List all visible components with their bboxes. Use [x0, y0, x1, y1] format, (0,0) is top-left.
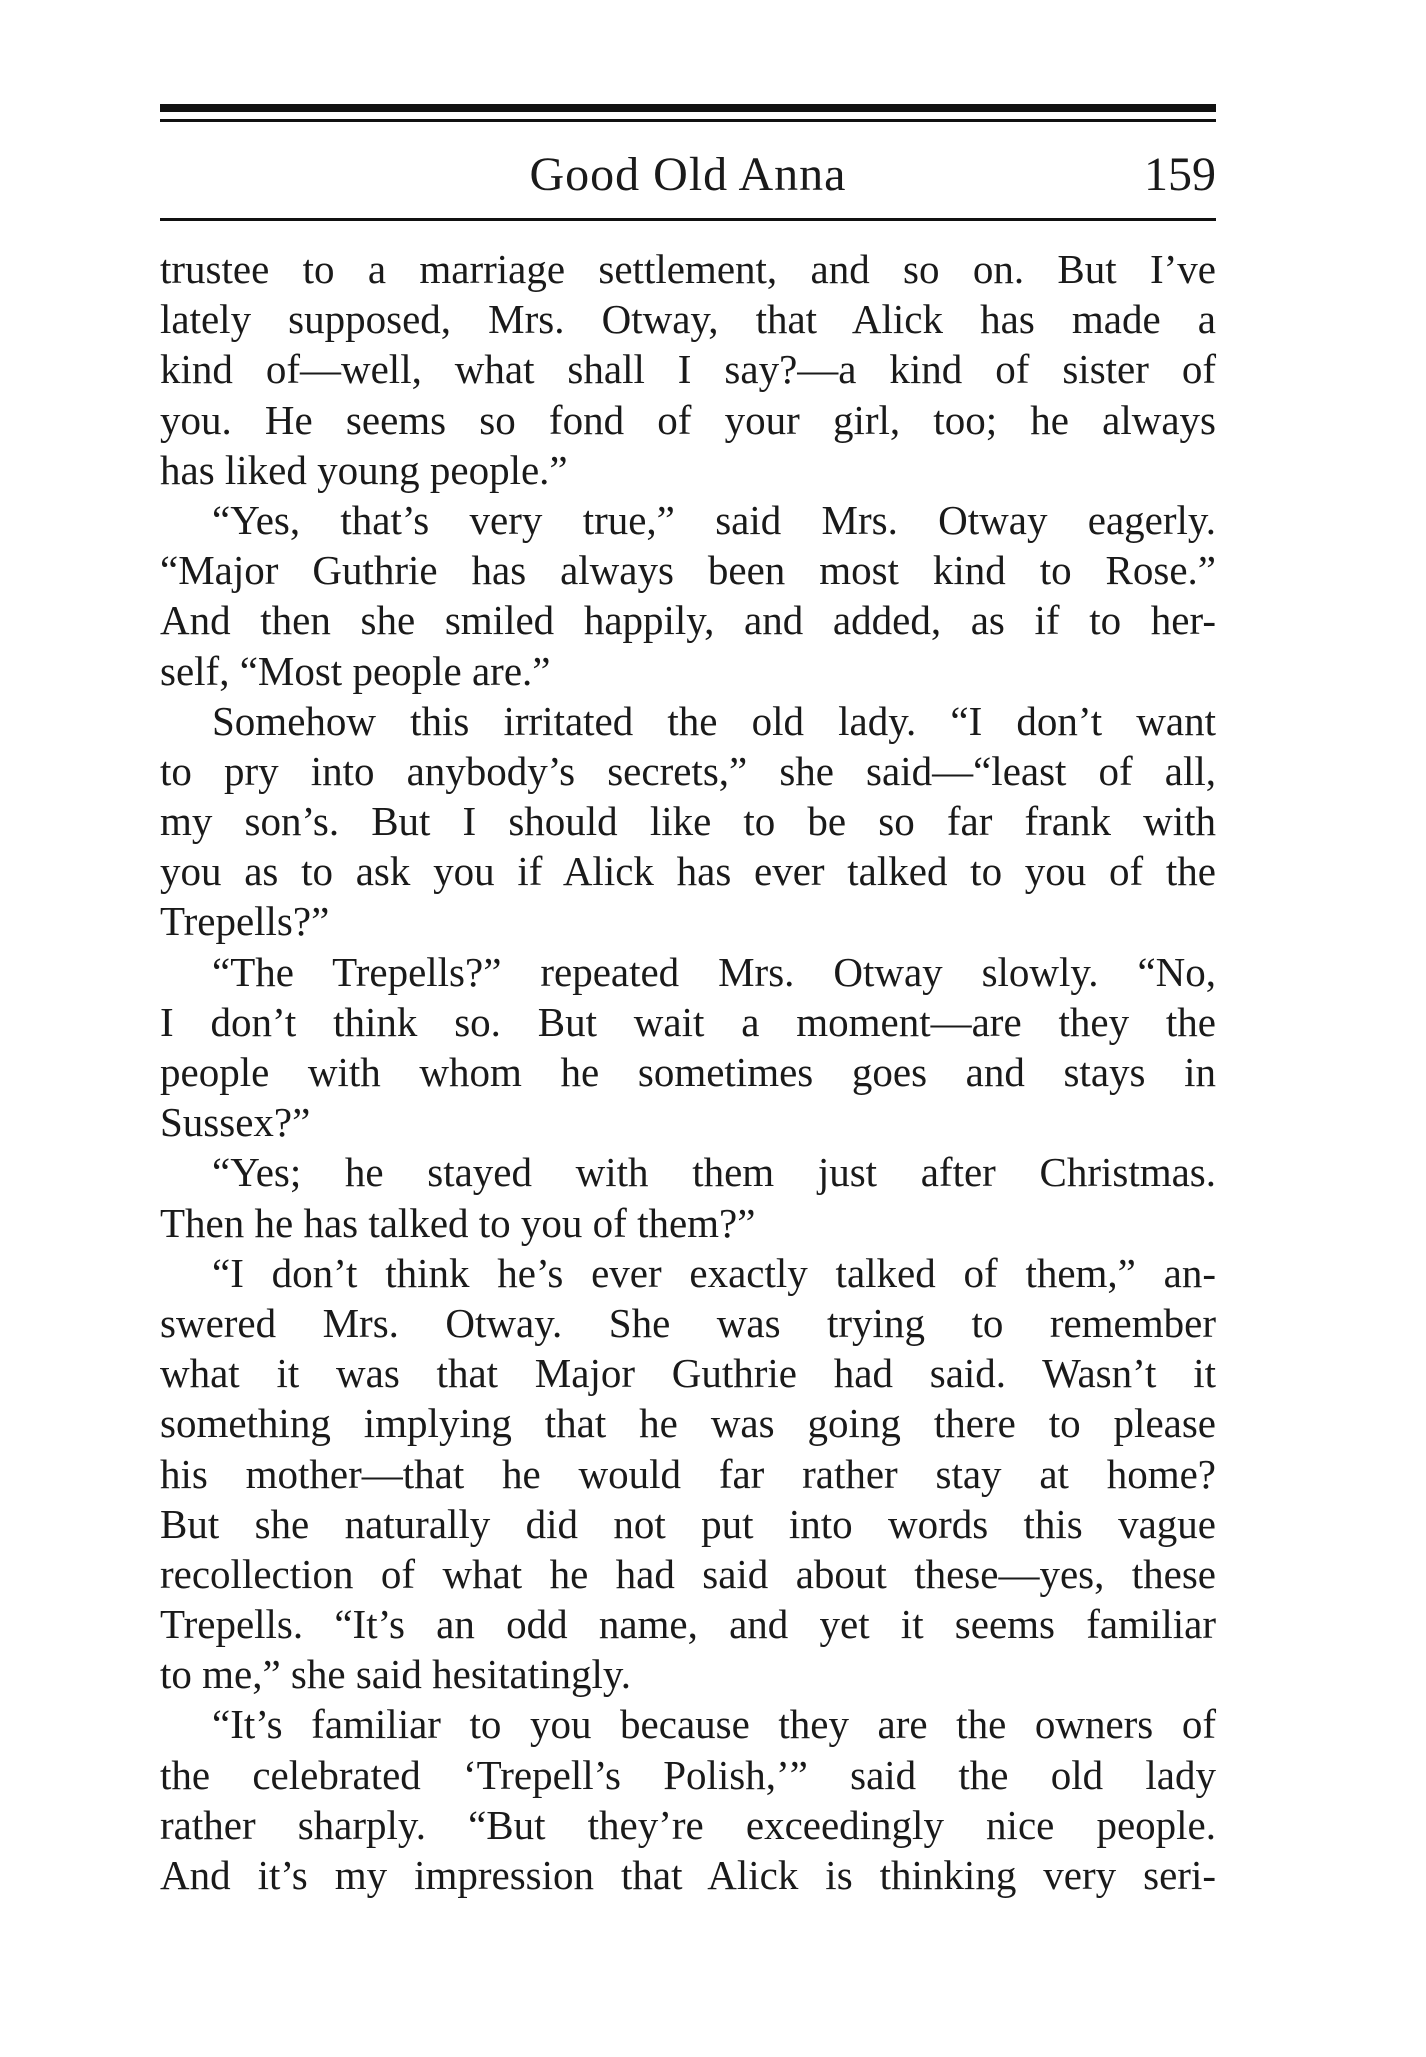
text-line: recollection of what he had said about these—yes, these — [160, 1550, 1216, 1597]
body-text — [160, 244, 1216, 1900]
text-line: Sussex?” — [160, 1099, 311, 1146]
text-line: “I don’t think he’s ever exactly talked of them,” an- — [212, 1249, 1216, 1296]
text-line: the celebrated ‘Trepell’s Polish,’” said the old lady — [160, 1751, 1216, 1798]
header-rule-thick — [160, 104, 1216, 112]
text-line: trustee to a marriage settlement, and so on. But I’ve — [160, 246, 1216, 292]
text-line: “Yes, that’s very true,” said Mrs. Otway eagerly. — [212, 496, 1216, 543]
text-line: swered Mrs. Otway. She was trying to remember — [160, 1299, 1216, 1346]
page-number: 159 — [1144, 148, 1216, 201]
text-line: And it’s my impression that Alick is thinking very seri- — [160, 1852, 1216, 1898]
text-line: has liked young people.” — [160, 446, 568, 493]
text-line: to pry into anybody’s secrets,” she said—“least of all, — [160, 747, 1216, 794]
text-line: self, “Most people are.” — [160, 647, 551, 694]
text-line: Trepells. “It’s an odd name, and yet it seems familiar — [160, 1601, 1216, 1648]
running-head — [160, 140, 1216, 210]
text-line: lately supposed, Mrs. Otway, that Alick has made a — [160, 296, 1216, 343]
text-line: “Major Guthrie has always been most kind to Rose.” — [160, 547, 1216, 594]
running-title: Good Old Anna — [529, 148, 847, 201]
text-line: something implying that he was going there to please — [160, 1400, 1216, 1447]
text-line: his mother—that he would far rather stay at home? — [160, 1450, 1216, 1497]
header-underline-rule — [160, 218, 1216, 221]
text-line: And then she smiled happily, and added, as if to her- — [160, 597, 1216, 644]
header-rule-thin — [160, 119, 1216, 122]
text-line: what it was that Major Guthrie had said. Wasn’t it — [160, 1350, 1216, 1397]
text-line: rather sharply. “But they’re exceedingly nice people. — [160, 1801, 1216, 1848]
text-line: kind of—well, what shall I say?—a kind of sister of — [160, 346, 1216, 393]
text-line: my son’s. But I should like to be so far frank with — [160, 798, 1216, 845]
text-line: you as to ask you if Alick has ever talked to you of the — [160, 848, 1216, 895]
text-line: people with whom he sometimes goes and stays in — [160, 1049, 1216, 1095]
text-line: to me,” she said hesitatingly. — [160, 1651, 632, 1698]
text-line: Somehow this irritated the old lady. “I don’t want — [212, 697, 1216, 744]
text-line: “The Trepells?” repeated Mrs. Otway slowly. “No, — [212, 948, 1216, 995]
text-line: Trepells?” — [160, 898, 330, 945]
text-line: Then he has talked to you of them?” — [160, 1199, 756, 1246]
text-line: “Yes; he stayed with them just after Christmas. — [212, 1149, 1216, 1196]
text-line: you. He seems so fond of your girl, too; he always — [160, 396, 1216, 443]
text-line: I don’t think so. But wait a moment—are they the — [160, 998, 1216, 1045]
text-line: But she naturally did not put into words this vague — [160, 1500, 1216, 1547]
text-line: “It’s familiar to you because they are the owners of — [212, 1701, 1216, 1748]
